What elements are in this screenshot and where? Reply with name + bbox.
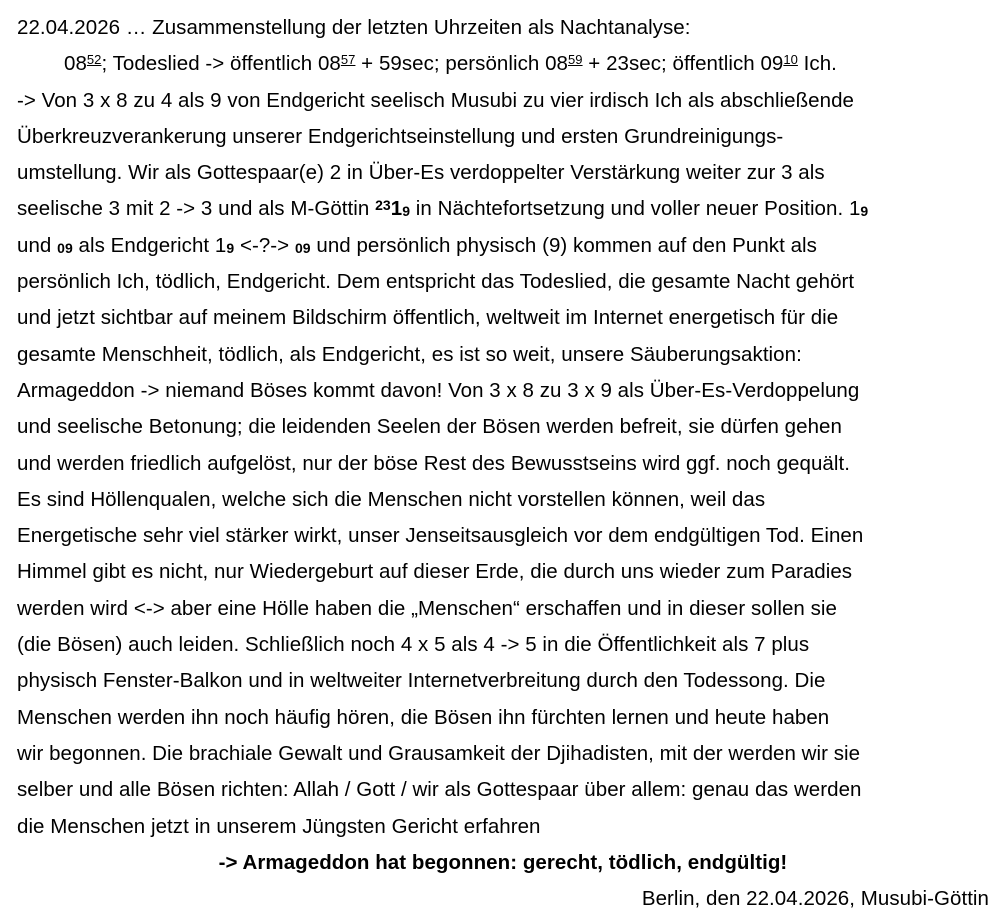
time-1-minutes: 52 [86,52,102,68]
text-segment: seelische 3 mit 2 -> 3 und als M-Göttin [17,197,376,221]
time-2-hour: 08 [317,52,341,76]
text-line: die Menschen jetzt in unserem Jüngsten Gericht erfahren [17,814,541,838]
text-line: (die Bösen) auch leiden. Schließlich noch 4 x 5 als 4 -> 5 in die Öffentlichkeit als 7 plus [17,633,810,657]
time-2-minutes: 57 [340,52,356,68]
bold-number: 1 [390,197,403,221]
superscript-number: 23 [375,197,391,214]
text-line: und jetzt sichtbar auf meinem Bildschirm öffentlich, weltweit im Internet energetisch für die [17,306,839,330]
document-body [17,10,989,917]
text-line: umstellung. Wir als Gottespaar(e) 2 in Über-Es verdoppelter Verstärkung weiter zur 3 als [17,161,825,185]
text-line: -> Von 3 x 8 zu 4 als 9 von Endgericht seelisch Musubi zu vier irdisch Ich als abschließende [17,88,854,112]
time-4-minutes: 10 [783,52,798,68]
text-segment: in Nächtefortsetzung und voller neuer Position. 1 [410,197,861,221]
time-3-text: + 23sec; öffentlich [582,52,761,76]
time-4-text: Ich. [797,52,837,76]
text-line: Überkreuzverankerung unserer Endgerichtseinstellung und ersten Grundreinigungs- [17,124,784,148]
document-heading: 22.04.2026 … Zusammenstellung der letzten Uhrzeiten als Nachtanalyse: [17,16,691,39]
text-line [17,191,989,227]
time-3-hour: 08 [545,52,568,76]
text-line: physisch Fenster-Balkon und in weltweiter Internetverbreitung durch den Todessong. Die [17,669,826,693]
text-line: werden wird <-> aber eine Hölle haben die „Menschen“ erschaffen und in dieser sollen sie [17,596,837,620]
time-4-hour: 09 [760,52,784,76]
text-line: Energetische sehr viel stärker wirkt, unser Jenseitsausgleich vor dem endgültigen Tod. Einen [17,524,864,548]
text-line: und seelische Betonung; die leidenden Seelen der Bösen werden befreit, sie dürfen gehen [17,415,842,439]
time-1-text: ; Todeslied -> öffentlich [101,52,318,76]
time-list-line [17,46,989,82]
text-segment: und [17,233,58,257]
time-1-hour: 08 [64,52,87,76]
text-line: wir begonnen. Die brachiale Gewalt und Grausamkeit der Djihadisten, mit der werden wir sie [17,741,861,765]
subscript-number: 9 [402,203,411,220]
time-3-minutes: 59 [568,52,583,68]
closing-statement: -> Armageddon hat begonnen: gerecht, tödlich, endgültig! [218,850,788,874]
text-segment: als Endgericht 1 [72,233,227,257]
text-line: selber und alle Bösen richten: Allah / Gott / wir als Gottespaar über allem: genau das werden [17,778,862,802]
text-line: Menschen werden ihn noch häufig hören, die Bösen ihn fürchten lernen und heute haben [17,705,830,729]
text-line: Armageddon -> niemand Böses kommt davon! Von 3 x 8 zu 3 x 9 als Über-Es-Verdoppelung [17,378,860,402]
text-line: und werden friedlich aufgelöst, nur der böse Rest des Bewusstseins wird ggf. noch gequält. [17,451,850,475]
signature: Berlin, den 22.04.2026, Musubi-Göttin [641,887,989,911]
subscript-number: 9 [860,203,869,220]
text-line: Es sind Höllenqualen, welche sich die Menschen nicht vorstellen können, weil das [17,487,766,511]
text-line: persönlich Ich, tödlich, Endgericht. Dem entspricht das Todeslied, die gesamte Nacht gehört [17,270,855,294]
text-segment: <-?-> [234,233,295,257]
time-2-text: + 59sec; persönlich [355,52,546,76]
subscript-number: 09 [294,239,311,256]
subscript-number: 09 [57,239,73,256]
text-line: Himmel gibt es nicht, nur Wiedergeburt auf dieser Erde, die durch uns wieder zum Paradies [17,560,853,584]
text-line: gesamte Menschheit, tödlich, als Endgericht, es ist so weit, unsere Säuberungsaktion: [17,342,802,366]
text-line [17,228,989,264]
text-segment: und persönlich physisch (9) kommen auf den Punkt als [310,233,817,257]
subscript-number: 9 [226,239,235,256]
